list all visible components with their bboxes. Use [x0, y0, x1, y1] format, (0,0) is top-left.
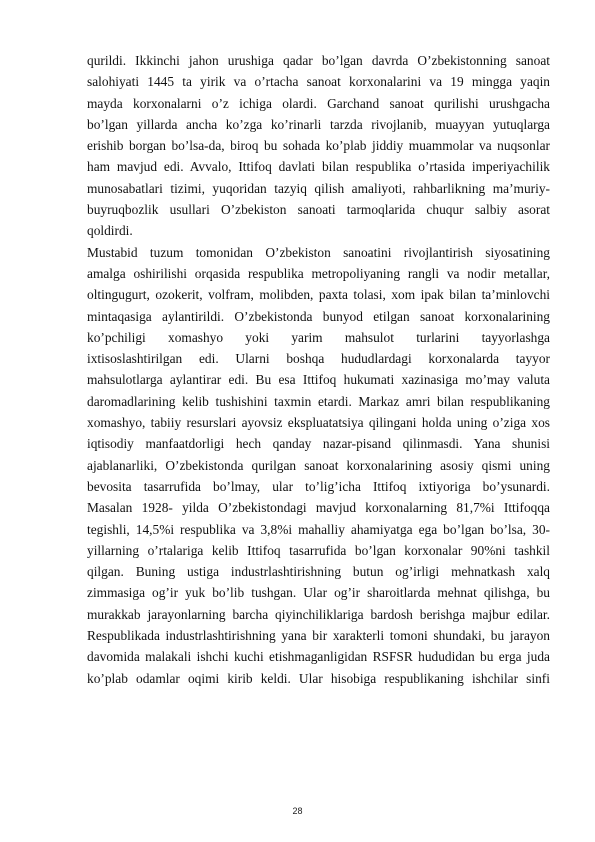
text-line: ham mavjud edi. Avvalo, Ittifoq davlati bilan respublika o’rtasida imperiyachilik	[87, 159, 550, 175]
page-number: 28	[292, 806, 303, 816]
text-line: mayda korxonalarni o’z ichiga olardi. Garchand sanoat qurilishi urushgacha	[87, 95, 550, 111]
text-line: buyruqbozlik usullari O’zbekiston sanoati tarmoqlarida chuqur salbiy asorat	[87, 202, 550, 218]
text-line: ixtisoslashtirilgan edi. Ularni boshqa hududlardagi korxonalarda tayyor	[87, 351, 550, 367]
text-line: xomashyo, tabiiy resurslari ayovsiz ekspluatatsiya qilingani holda uning o’ziga xos	[87, 415, 550, 431]
text-line: mahsulotlarga aylantirar edi. Bu esa Ittifoq hukumati xazinasiga mo’may valuta	[87, 372, 550, 388]
text-line: ko’pchiligi xomashyo yoki yarim mahsulot turlarini tayyorlashga	[87, 329, 550, 345]
text-line: ko’plab odamlar oqimi kirib keldi. Ular hisobiga respublikaning ishchilar sinfi	[87, 670, 550, 686]
text-line: qurildi. Ikkinchi jahon urushiga qadar bo’lgan davrda O’zbekistonning sanoat	[87, 53, 550, 68]
text-line: murakkab jarayonlarning barcha qiyinchiliklariga bardosh berishga majbur edilar.	[87, 606, 550, 622]
text-line: zimmasiga og’ir yuk bo’lib tushgan. Ular og’ir sharoitlarda mehnat qilishga, bu	[87, 585, 550, 601]
text-line: bo’lgan yillarda ancha ko’zga ko’rinarli tarzda rivojlanib, muayyan yutuqlarga	[87, 116, 550, 132]
text-line: Respublikada industrlashtirishning yana bir xarakterli tomoni shundaki, bu jarayon	[87, 628, 550, 644]
text-line: bevosita tasarrufida bo’lmay, ular to’lig’icha Ittifoq ixtiyoriga bo’ysunardi.	[87, 478, 550, 494]
text-line: daromadlarining kelib tushishini taxmin etardi. Markaz amri bilan respublikaning	[87, 393, 550, 409]
text-line: munosabatlari tizimi, yuqoridan tazyiq qilish amaliyoti, rahbarlikning ma’muriy-	[87, 180, 550, 196]
text-line: ajablanarliki, O’zbekistonda qurilgan sanoat korxonalarining asosiy qismi uning	[87, 457, 550, 473]
document-body	[87, 50, 550, 689]
text-line: qilgan. Buning ustiga industrlashtirishning butun og’irligi mehnatkash xalq	[87, 564, 550, 580]
text-line: salohiyati 1445 ta yirik va o’rtacha sanoat korxonalarini va 19 mingga yaqin	[87, 74, 550, 90]
text-line: mintaqasiga aylantirildi. O’zbekistonda bunyod etilgan sanoat korxonalarining	[87, 308, 550, 324]
text-line: amalga oshirilishi orqasida respublika metropoliyaning rangli va nodir metallar,	[87, 265, 550, 281]
text-line: oltingugurt, ozokerit, volfram, molibden, paxta tolasi, xom ipak bilan ta’minlovchi	[87, 287, 550, 303]
text-line-paragraph-start: Mustabid tuzum tomonidan O’zbekiston sanoatini rivojlantirish siyosatining	[87, 244, 550, 260]
text-line: tegishli, 14,5%i respublika va 3,8%i mahalliy ahamiyatga ega bo’lgan bo’lsa, 30-	[87, 521, 550, 537]
text-line: iqtisodiy manfaatdorligi hech qanday nazar-pisand qilinmasdi. Yana shunisi	[87, 436, 550, 452]
text-line: erishib borgan bo’lsa-da, biroq bu sohada ko’plab jiddiy muammolar va nuqsonlar	[87, 138, 550, 154]
text-line: yillarning o’rtalariga kelib Ittifoq tasarrufida bo’lgan korxonalar 90%ni tashkil	[87, 542, 550, 558]
text-line-paragraph-end: qoldirdi.	[87, 223, 133, 239]
text-line: davomida malakali ishchi kuchi etishmaganligidan RSFSR hududidan bu erga juda	[87, 649, 550, 665]
text-line: Masalan 1928- yilda O’zbekistondagi mavjud korxonalarning 81,7%i Ittifoqqa	[87, 500, 550, 516]
